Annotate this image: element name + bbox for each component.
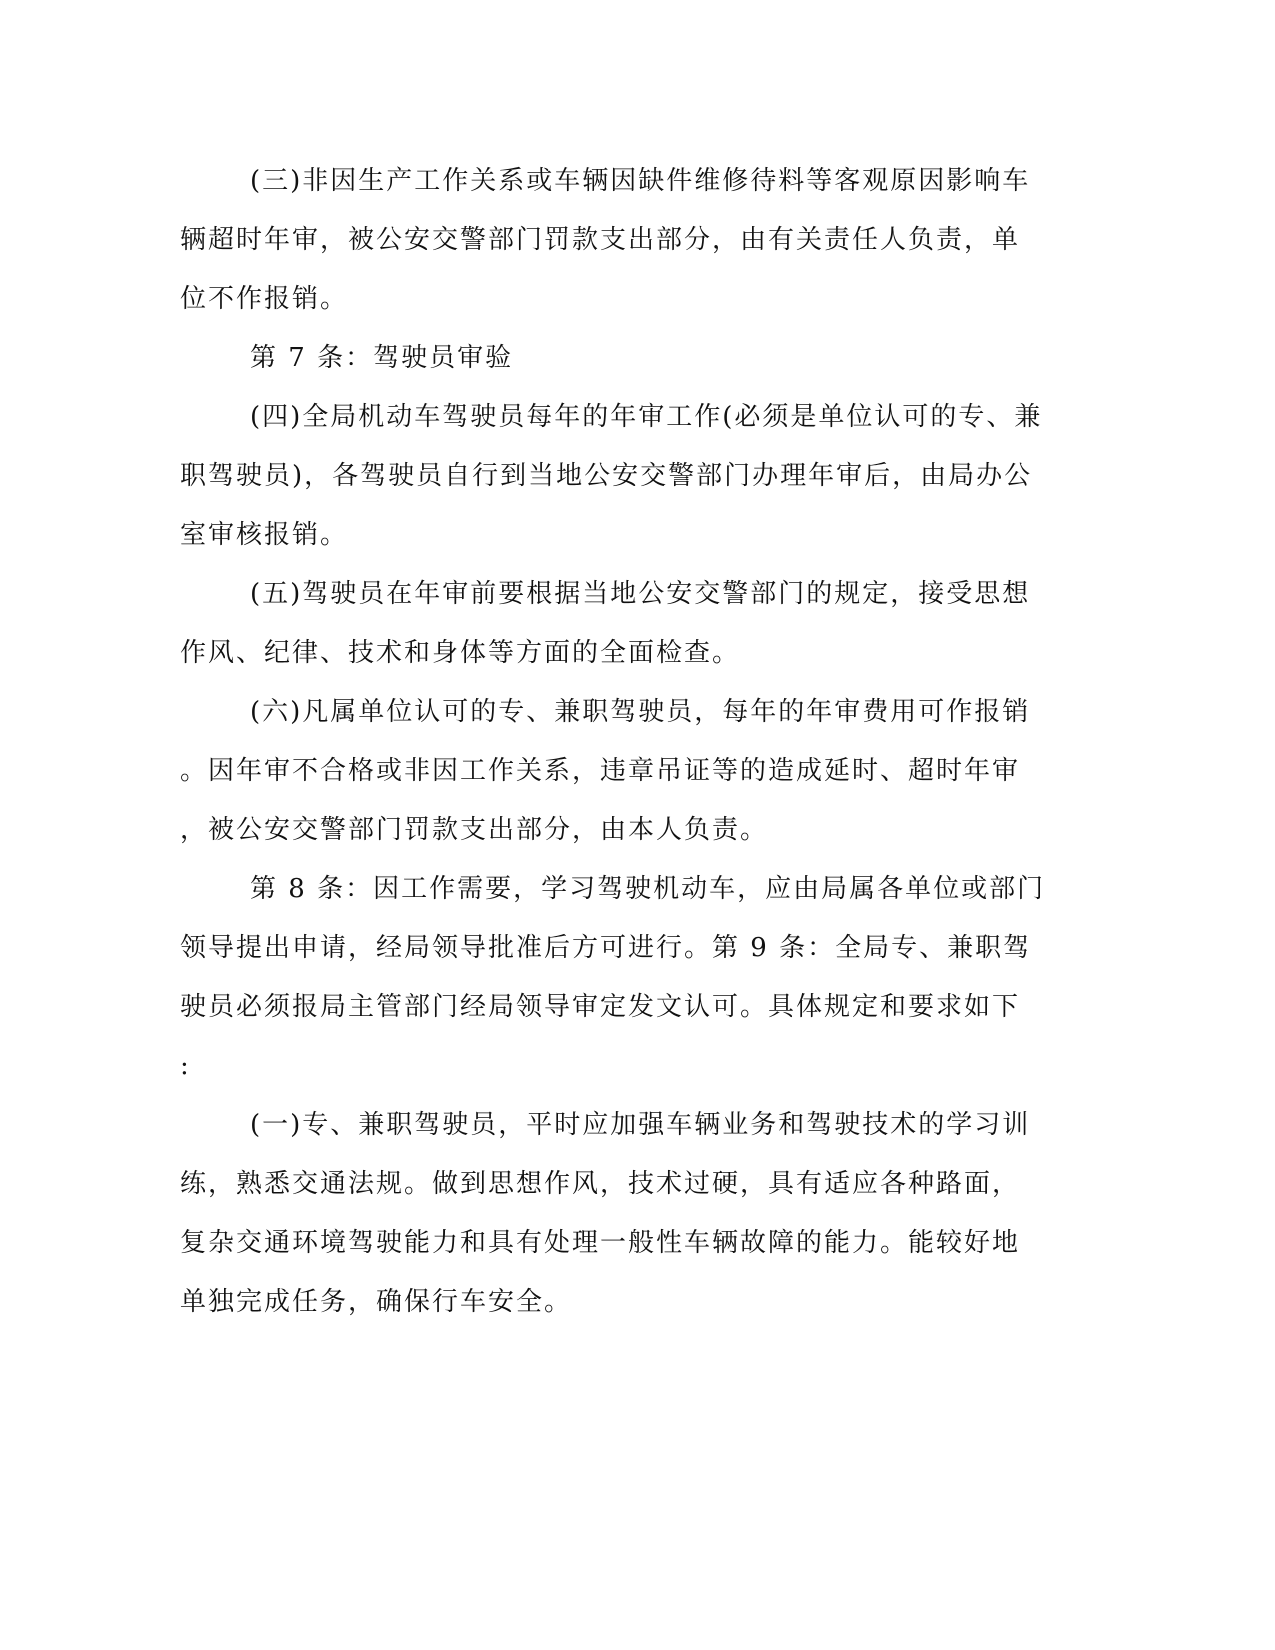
text-line: 室审核报销。 [180,520,349,550]
text-line: 单独完成任务，确保行车安全。 [180,1287,573,1317]
text-line: (四)全局机动车驾驶员每年的年审工作(必须是单位认可的专、兼 [250,402,1043,432]
text-line: 职驾驶员)，各驾驶员自行到当地公安交警部门办理年审后，由局办公 [180,461,1033,491]
text-line: 复杂交通环境驾驶能力和具有处理一般性车辆故障的能力。能较好地 [180,1228,1021,1258]
article-heading: 第 7 条：驾驶员审验 [250,343,514,373]
text-line: 练，熟悉交通法规。做到思想作风，技术过硬，具有适应各种路面， [180,1169,1021,1199]
text-line: 辆超时年审，被公安交警部门罚款支出部分，由有关责任人负责，单 [180,225,1021,255]
text-line: 位不作报销。 [180,284,349,314]
text-line: (三)非因生产工作关系或车辆因缺件维修待料等客观原因影响车 [250,166,1031,196]
article-line: 第 8 条：因工作需要，学习驾驶机动车，应由局属各单位或部门 [250,874,1046,904]
text-line: (一)专、兼职驾驶员，平时应加强车辆业务和驾驶技术的学习训 [250,1110,1031,1140]
text-line: 。因年审不合格或非因工作关系，违章吊证等的造成延时、超时年审 [180,756,1021,786]
text-line: 驶员必须报局主管部门经局领导审定发文认可。具体规定和要求如下 [180,992,1021,1022]
text-line: (六)凡属单位认可的专、兼职驾驶员，每年的年审费用可作报销 [250,697,1031,727]
text-line: 作风、纪律、技术和身体等方面的全面检查。 [180,638,741,668]
text-line: ，被公安交警部门罚款支出部分，由本人负责。 [180,815,769,845]
text-line: (五)驾驶员在年审前要根据当地公安交警部门的规定，接受思想 [250,579,1031,609]
text-line: 领导提出申请，经局领导批准后方可进行。第 9 条：全局专、兼职驾 [180,933,1032,963]
text-line: : [180,1051,191,1081]
